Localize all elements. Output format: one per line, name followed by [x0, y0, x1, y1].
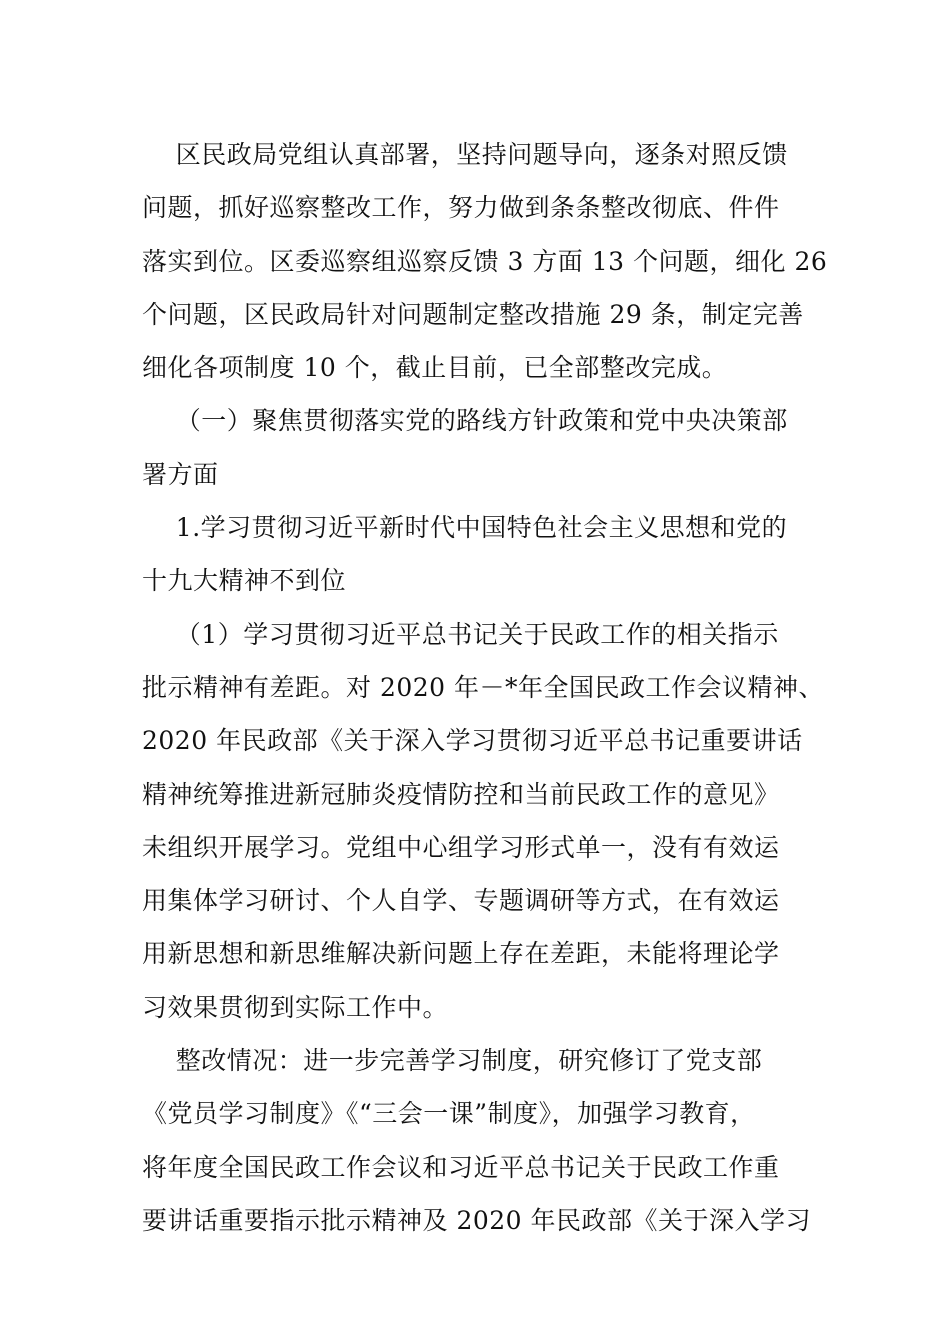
text-line-16: 用新思想和新思维解决新问题上存在差距，未能将理论学 [142, 939, 780, 969]
text-line-15: 用集体学习研讨、个人自学、专题调研等方式，在有效运 [142, 886, 780, 916]
text-line-21: 要讲话重要指示批示精神及 2020 年民政部《关于深入学习 [142, 1205, 812, 1235]
item-heading-line-2: 十九大精神不到位 [142, 566, 347, 596]
text-line-19: 《党员学习制度》《“三会一课”制度》，加强学习教育， [142, 1099, 756, 1129]
text-line-3: 落实到位。区委巡察组巡察反馈 3 方面 13 个问题，细化 26 [142, 246, 828, 276]
text-line-2: 问题，抓好巡察整改工作，努力做到条条整改彻底、件件 [142, 193, 780, 223]
text-line-13: 精神统筹推进新冠肺炎疫情防控和当前民政工作的意见》 [142, 779, 780, 809]
text-line-14: 未组织开展学习。党组中心组学习形式单一，没有有效运 [142, 832, 780, 862]
text-line-20: 将年度全国民政工作会议和习近平总书记关于民政工作重 [142, 1152, 780, 1182]
text-line-18: 整改情况：进一步完善学习制度，研究修订了党支部 [142, 1046, 763, 1076]
text-line-5: 细化各项制度 10 个，截止目前，已全部整改完成。 [142, 353, 728, 383]
text-line-12: 2020 年民政部《关于深入学习贯彻习近平总书记重要讲话 [142, 726, 803, 756]
text-line-4: 个问题，区民政局针对问题制定整改措施 29 条，制定完善 [142, 299, 804, 329]
section-heading-line-2: 署方面 [142, 459, 219, 489]
text-line-17: 习效果贯彻到实际工作中。 [142, 992, 449, 1022]
text-line-1: 区民政局党组认真部署，坚持问题导向，逐条对照反馈 [142, 140, 788, 169]
document-body [142, 128, 828, 1247]
text-line-11: 批示精神有差距。对 2020 年－*年全国民政工作会议精神、 [142, 672, 825, 702]
text-line-10: （1）学习贯彻习近平总书记关于民政工作的相关指示 [142, 619, 779, 649]
section-heading-line-1: （一）聚焦贯彻落实党的路线方针政策和党中央决策部 [142, 406, 788, 436]
item-heading-line-1: 1.学习贯彻习近平新时代中国特色社会主义思想和党的 [142, 513, 788, 543]
